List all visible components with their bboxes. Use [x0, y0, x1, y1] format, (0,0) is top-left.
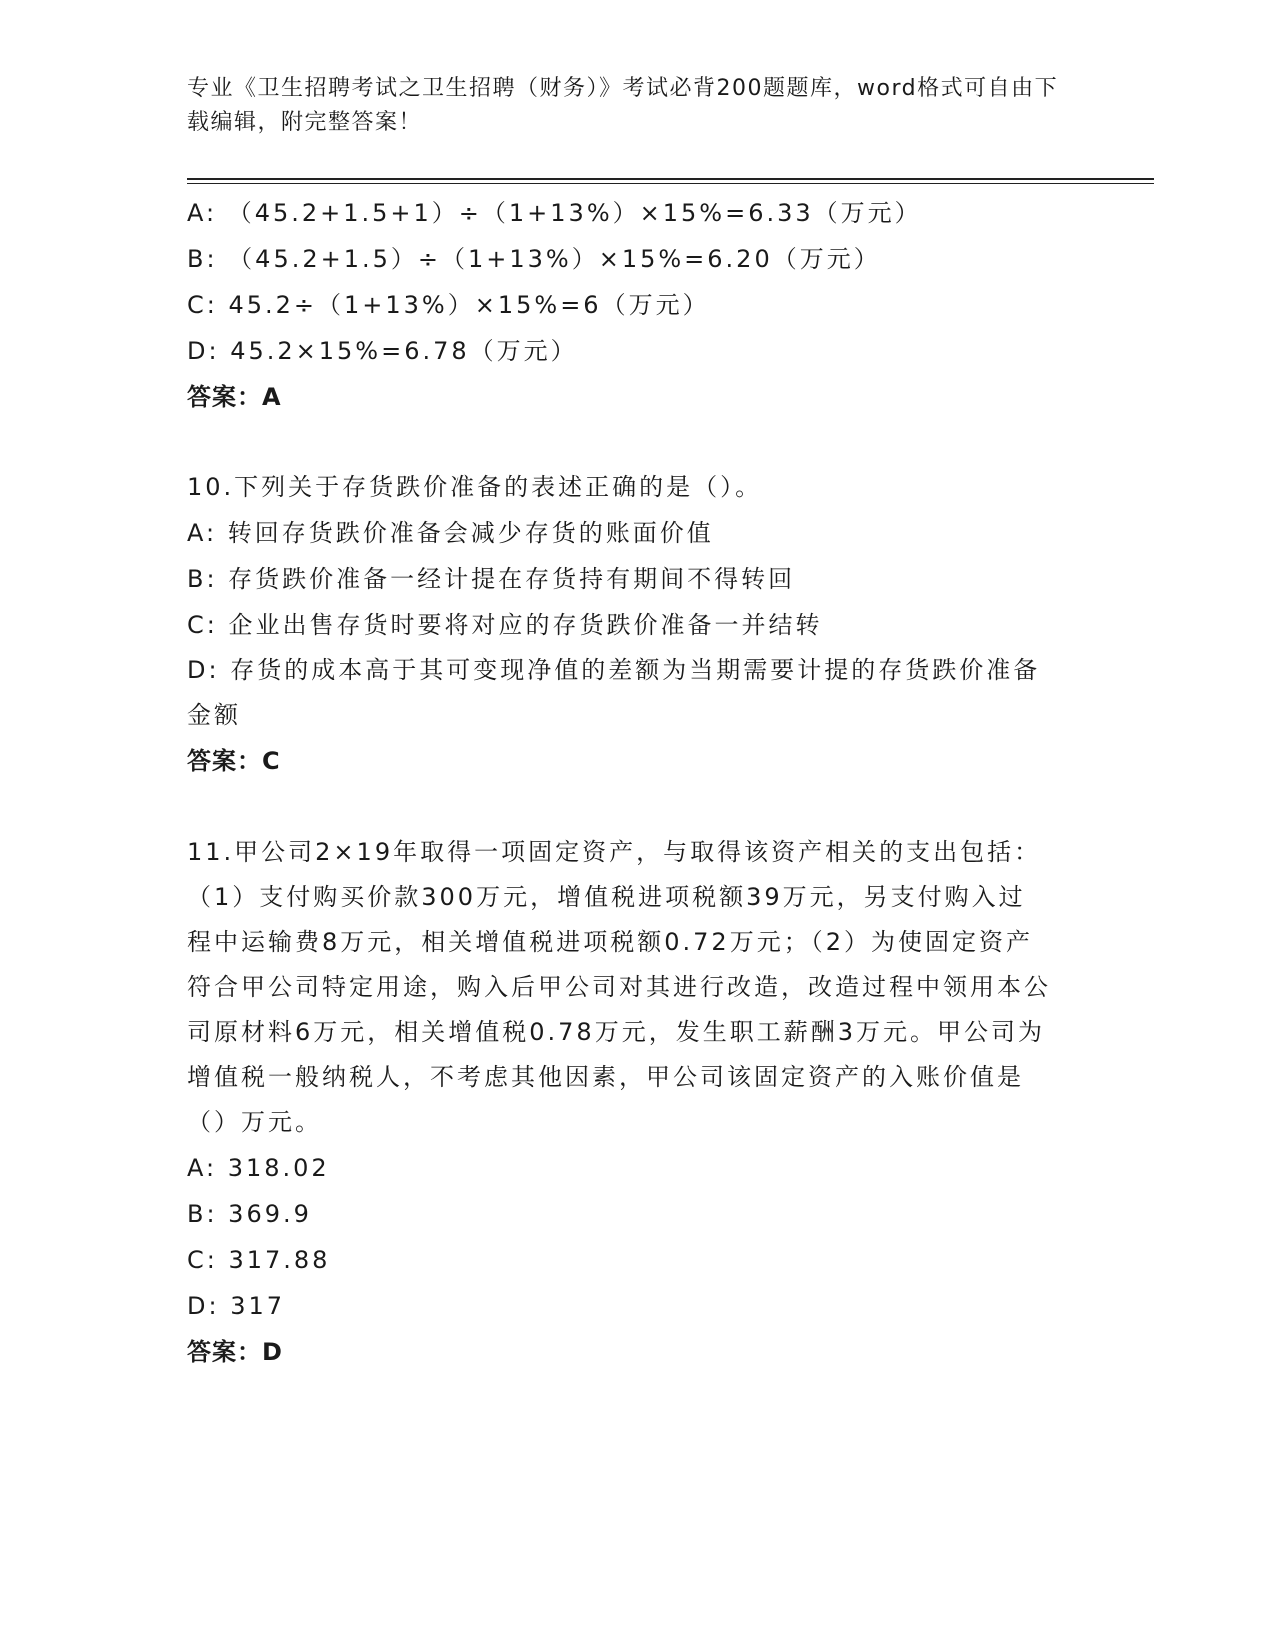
q10-option-b: B: 存货跌价准备一经计提在存货持有期间不得转回 [187, 565, 796, 593]
question-content [187, 190, 1087, 1375]
q11-option-c: C: 317.88 [187, 1246, 331, 1274]
question-9 [187, 190, 1087, 420]
q9-option-b: B: （45.2+1.5）÷（1+13%）×15%=6.20（万元） [187, 245, 881, 273]
q10-question-text: 10.下列关于存货跌价准备的表述正确的是（）。 [187, 473, 763, 501]
q9-answer: 答案：A [187, 383, 282, 411]
q9-option-d: D: 45.2×15%=6.78（万元） [187, 337, 578, 365]
q11-option-a: A: 318.02 [187, 1154, 330, 1182]
q11-question-text: 11.甲公司2×19年取得一项固定资产，与取得该资产相关的支出包括：（1）支付购买价款300万元，增值税进项税额39万元，另支付购入过程中运输费8万元，相关增值税进项税额0.72万元；（2）为使固定资产符合甲公司特定用途，购入后甲公司对其进行改造，改造过程中领用本公司原材料6万元，相关增值税0.78万元，发生职工薪酬3万元。甲公司为增值税一般纳税人，不考虑其他因素，甲公司该固定资产的入账价值是（）万元。 [187, 838, 1051, 1136]
q9-option-c: C: 45.2÷（1+13%）×15%=6（万元） [187, 291, 710, 319]
q10-option-a: A: 转回存货跌价准备会减少存货的账面价值 [187, 519, 714, 547]
q11-option-b: B: 369.9 [187, 1200, 312, 1228]
spacer [187, 420, 1087, 464]
page-header-title: 专业《卫生招聘考试之卫生招聘（财务）》考试必背200题题库，word格式可自由下载编辑，附完整答案！ [187, 76, 1059, 135]
spacer [187, 784, 1087, 830]
q11-answer: 答案：D [187, 1338, 283, 1366]
question-10 [187, 464, 1087, 784]
q9-option-a: A: （45.2+1.5+1）÷（1+13%）×15%=6.33（万元） [187, 199, 922, 227]
header-divider [187, 178, 1154, 184]
question-11 [187, 830, 1087, 1375]
q10-option-d: D: 存货的成本高于其可变现净值的差额为当期需要计提的存货跌价准备金额 [187, 656, 1041, 729]
q10-option-c: C: 企业出售存货时要将对应的存货跌价准备一并结转 [187, 611, 823, 639]
q11-option-d: D: 317 [187, 1292, 286, 1320]
q10-answer: 答案：C [187, 747, 281, 775]
